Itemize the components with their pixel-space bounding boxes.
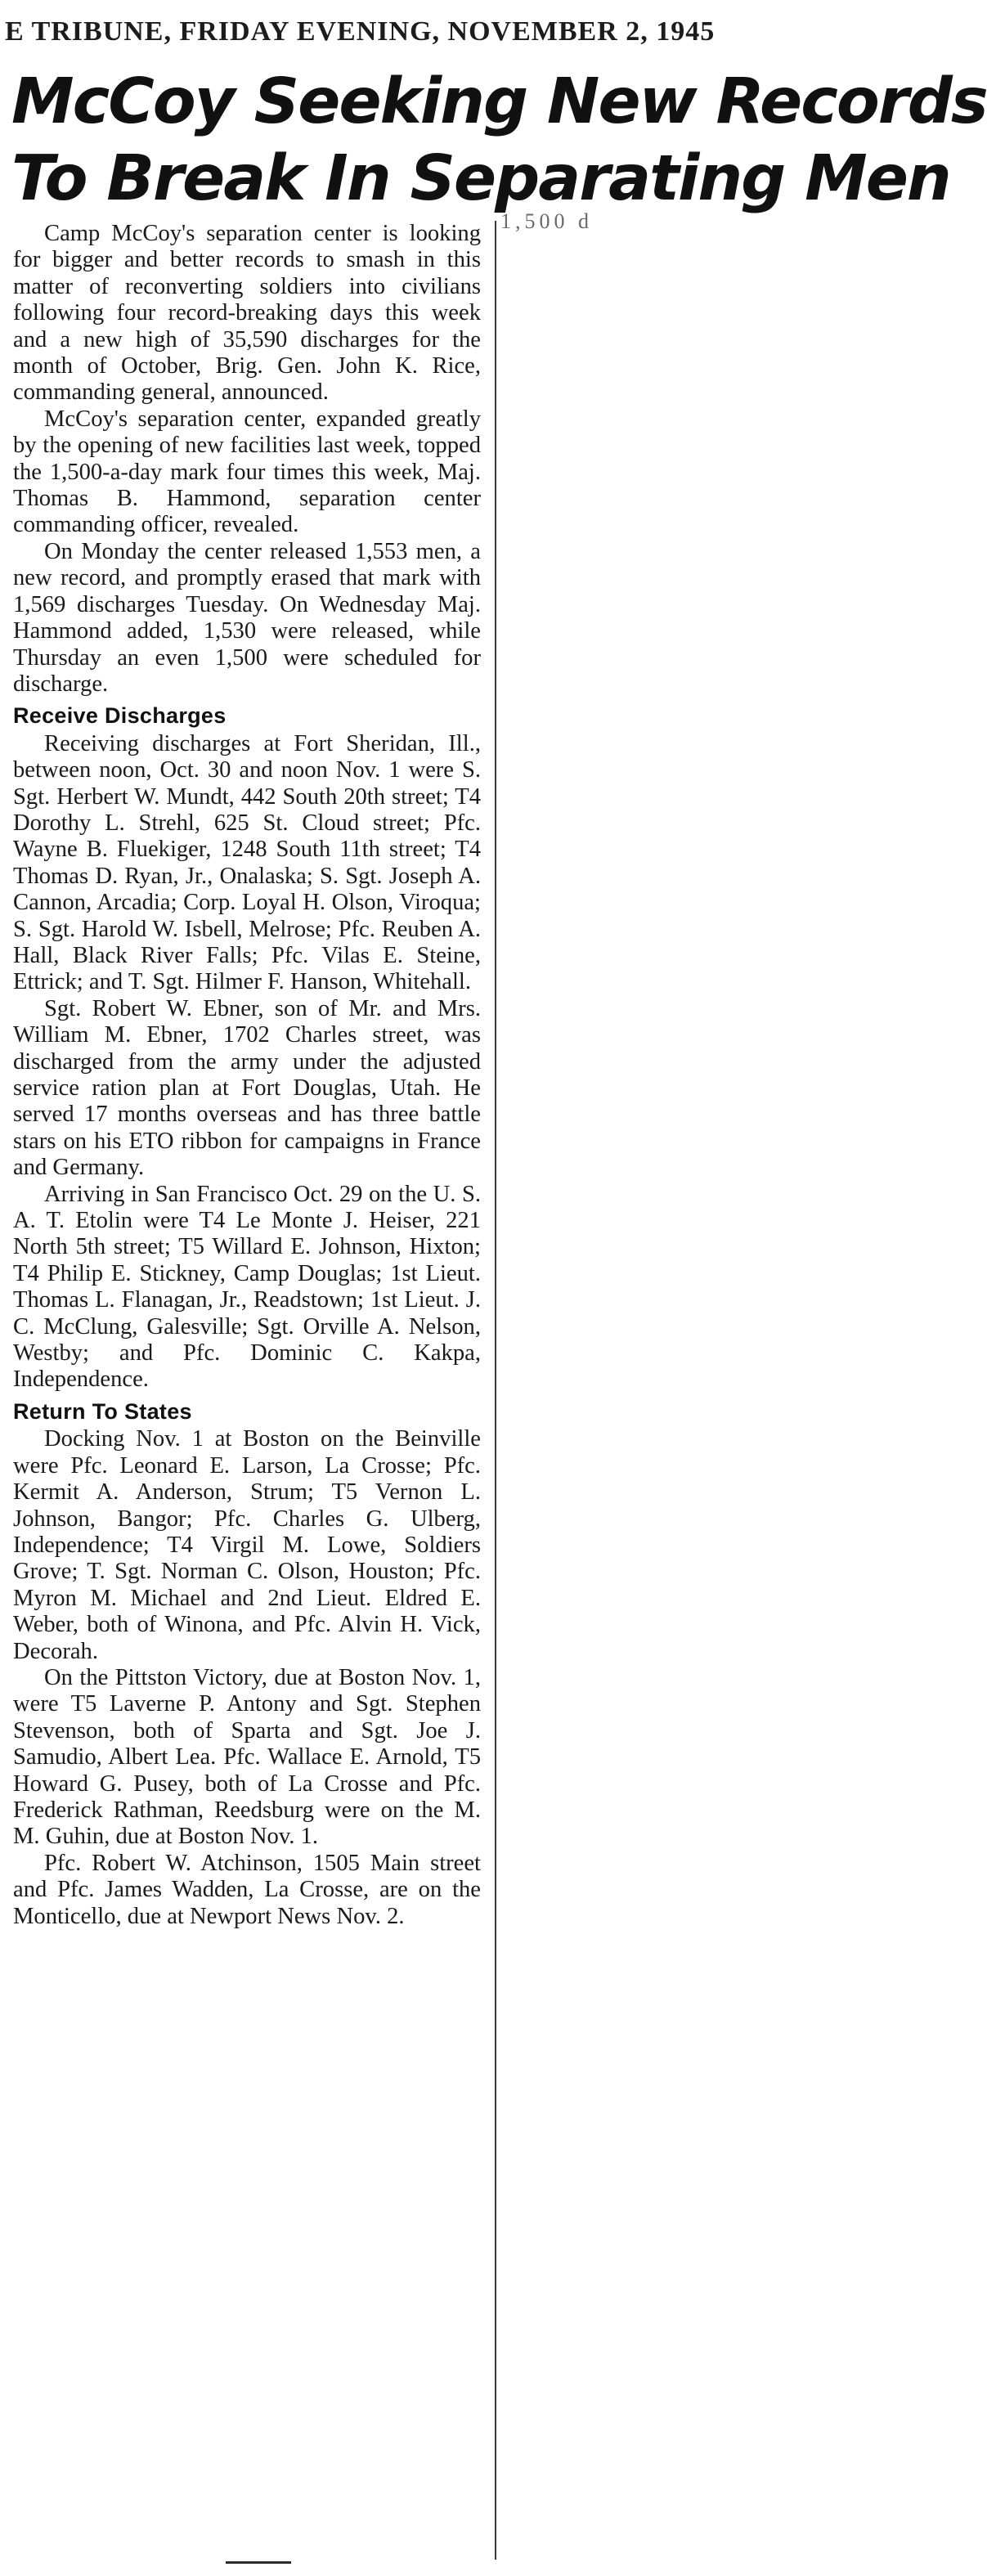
headline-line-2: To Break In Separating Men [11, 142, 950, 215]
subhead-return-to-states: Return To States [13, 1398, 192, 1424]
paragraph-5: Sgt. Robert W. Ebner, son of Mr. and Mrs. William M. Ebner, 1702 Charles street, was discharged from the army under the adjusted service ration plan at Fort Douglas, Utah. He served 17 months overseas and has three battle stars on his ETO ribbon for campaigns in France and Germany. [13, 995, 481, 1181]
paragraph-2: McCoy's separation center, expanded greatly by the opening of new facilities last week, topped the 1,500-a-day mark four times this week, Maj. Thomas B. Hammond, separation center commanding officer, revealed. [13, 406, 481, 538]
paragraph-8: On the Pittston Victory, due at Boston Nov. 1, were T5 Laverne P. Antony and Sgt. Stephen Stevenson, both of Sparta and Sgt. Joe J. Samudio, Albert Lea. Pfc. Wallace E. Arnold, T5 Howard G. Pusey, both of La Crosse and Pfc. Frederick Rathman, Reedsburg were on the M. M. Guhin, due at Boston Nov. 1. [13, 1664, 481, 1850]
paragraph-7: Docking Nov. 1 at Boston on the Beinville were Pfc. Leonard E. Larson, La Crosse; Pfc. Kermit A. Anderson, Strum; T5 Vernon L. Johnson, Bangor; Pfc. Charles G. Ulberg, Independence; T4 Virgil M. Lowe, Soldiers Grove; T. Sgt. Norman C. Olson, Houston; Pfc. Myron M. Michael and 2nd Lieut. Eldred E. Weber, both of Winona, and Pfc. Alvin H. Vick, Decorah. [13, 1426, 481, 1664]
paragraph-9: Pfc. Robert W. Atchinson, 1505 Main street and Pfc. James Wadden, La Crosse, are on the Monticello, due at Newport News Nov. 2. [13, 1850, 481, 1929]
article-body [13, 221, 481, 1930]
paragraph-4: Receiving discharges at Fort Sheridan, Ill., between noon, Oct. 30 and noon Nov. 1 were S. Sgt. Herbert W. Mundt, 442 South 20th street; T4 Dorothy L. Strehl, 625 St. Cloud street; Pfc. Wayne B. Fluekiger, 1248 South 11th street; T4 Thomas D. Ryan, Jr., Onalaska; S. Sgt. Joseph A. Cannon, Arcadia; Corp. Loyal H. Olson, Viroqua; S. Sgt. Harold W. Isbell, Melrose; Pfc. Reuben A. Hall, Black River Falls; Pfc. Vilas E. Steine, Ettrick; and T. Sgt. Hilmer F. Hanson, Whitehall. [13, 730, 481, 995]
subhead-receive-discharges: Receive Discharges [13, 703, 227, 729]
paragraph-6: Arriving in San Francisco Oct. 29 on the U. S. A. T. Etolin were T4 Le Monte J. Heiser, 221 North 5th street; T5 Willard E. Johnson, Hixton; T4 Philip E. Stickney, Camp Douglas; 1st Lieut. Thomas L. Flanagan, Jr., Readstown; 1st Lieut. J. C. McClung, Galesville; Sgt. Orville A. Nelson, Westby; and Pfc. Dominic C. Kakpa, Independence. [13, 1181, 481, 1393]
end-of-article-rule [226, 2561, 291, 2564]
paragraph-1: Camp McCoy's separation center is looking for bigger and better records to smash in this matter of reconverting soldiers into civilians following four record-breaking days this week and a new high of 35,590 discharges for the month of October, Brig. Gen. John K. Rice, commanding general, announced. [13, 221, 481, 406]
adjacent-column-bleed-text: 1,500 d [500, 209, 593, 233]
dateline: E TRIBUNE, FRIDAY EVENING, NOVEMBER 2, 1945 [5, 16, 716, 47]
headline-line-1: McCoy Seeking New Records [11, 65, 987, 138]
paragraph-3: On Monday the center released 1,553 men, a new record, and promptly erased that mark with 1,569 discharges Tuesday. On Wednesday Maj. Hammond added, 1,530 were released, while Thursday an even 1,500 were scheduled for discharge. [13, 538, 481, 697]
column-divider [495, 221, 496, 2560]
